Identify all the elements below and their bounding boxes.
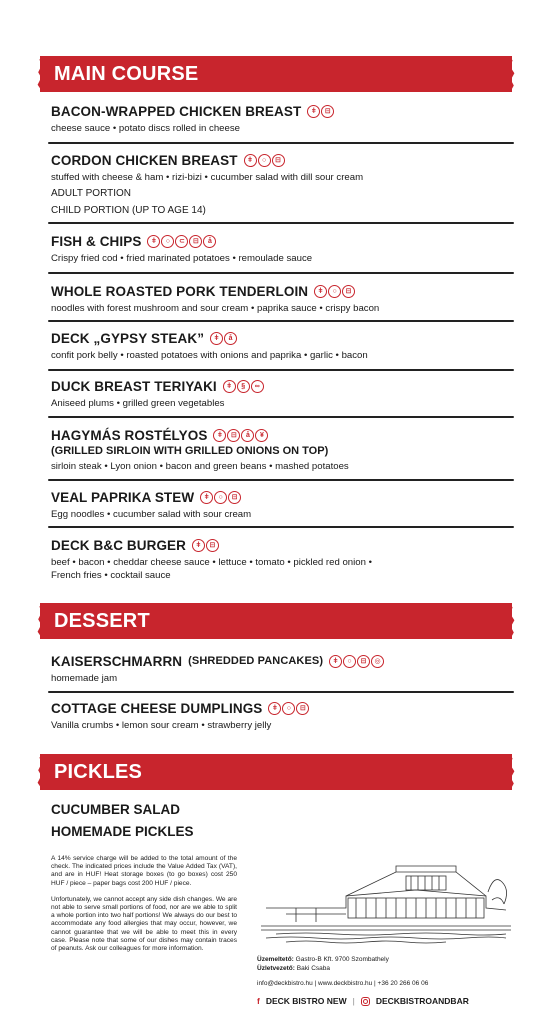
dairy-icon: ⊟	[206, 539, 219, 552]
dairy-icon: ⊟	[296, 702, 309, 715]
grain-icon: ǂ	[210, 332, 223, 345]
bistro-building-illustration	[256, 838, 516, 956]
allergen-icons	[210, 332, 237, 345]
menu-item	[51, 152, 511, 218]
menu-item	[51, 427, 511, 473]
egg-icon: ○	[214, 491, 227, 504]
instagram-link[interactable]: DECKBISTROANDBAR	[375, 996, 469, 1006]
menu-item	[51, 700, 511, 732]
item-description: sirloin steak • Lyon onion • bacon and green beans • mashed potatoes	[51, 461, 349, 472]
adult-portion: ADULT PORTION	[51, 188, 132, 199]
item-description: Aniseed plums • grilled green vegetables	[51, 398, 225, 409]
celery-icon: ¥	[255, 429, 268, 442]
divider	[48, 369, 514, 371]
manager-label: Üzletvezető:	[257, 965, 295, 972]
grain-icon: ǂ	[307, 105, 320, 118]
grain-icon: ǂ	[329, 655, 342, 668]
item-description: confit pork belly • roasted potatoes with onions and paprika • garlic • bacon	[51, 350, 368, 361]
allergen-icons	[268, 702, 309, 715]
item-description: noodles with forest mushroom and sour cream • paprika sauce • crispy bacon	[51, 303, 380, 314]
item-title: WHOLE ROASTED PORK TENDERLOIN	[51, 284, 309, 299]
pickle-item: HOMEMADE PICKLES	[51, 824, 194, 839]
section-title: MAIN COURSE	[54, 62, 199, 85]
dairy-icon: ⊟	[189, 235, 202, 248]
instagram-icon	[361, 997, 370, 1006]
grain-icon: ǂ	[268, 702, 281, 715]
section-title: PICKLES	[54, 760, 143, 783]
notes-paragraph: A 14% service charge will be added to the total amount of the check. The indicated prices include the Value Added Tax (VAT), and are in HUF! Heat storage boxes (to go boxes) cost 250 HUF / piece – paper bags cost 200 HUF / piece.	[51, 855, 237, 887]
menu-item	[51, 103, 511, 135]
dairy-icon: ⊟	[272, 154, 285, 167]
contact-line: info@deckbistro.hu | www.deckbistro.hu | +36 20 266 06 06	[257, 980, 429, 987]
divider	[48, 416, 514, 418]
mustard-icon: å	[241, 429, 254, 442]
menu-item	[51, 233, 511, 265]
operator: Gastro-B Kft. 9700 Szombathely	[295, 956, 389, 963]
grain-icon: ǂ	[314, 285, 327, 298]
item-title: KAISERSCHMARRN	[51, 654, 183, 669]
divider	[48, 479, 514, 481]
allergen-icons	[307, 105, 334, 118]
menu-item	[51, 653, 511, 685]
notes-paragraph: Unfortunately, we cannot accept any side dish changes. We are not able to serve small portions of food, nor are we able to split a whole portion into two half portions! We always do our best to accommodate any food allergies that may occur, however, we cannot guarantee that we will be able to meet this in every case. Please note that some of our dishes may contain traces of peanuts. Ask our colleagues for more information.	[51, 895, 237, 953]
nut-icon: ◎	[371, 655, 384, 668]
dairy-icon: ⊟	[342, 285, 355, 298]
item-title: COTTAGE CHEESE DUMPLINGS	[51, 701, 263, 716]
child-portion: CHILD PORTION (UP TO AGE 14)	[51, 205, 206, 216]
allergen-icons	[223, 380, 264, 393]
section-banner-main	[40, 56, 512, 92]
item-description: homemade jam	[51, 673, 118, 684]
item-description: stuffed with cheese & ham • rizi-bizi • cucumber salad with dill sour cream	[51, 172, 364, 183]
divider	[48, 526, 514, 528]
manager: Baki Csaba	[296, 965, 330, 972]
item-description: Crispy fried cod • fried marinated potatoes • remoulade sauce	[51, 253, 313, 264]
service-notes	[51, 855, 237, 961]
allergen-icons	[244, 154, 285, 167]
dairy-icon: ⊟	[228, 491, 241, 504]
fish-icon: ⊂	[175, 235, 188, 248]
menu-item	[51, 330, 511, 362]
sesame-icon: ∞	[251, 380, 264, 393]
allergen-icons	[192, 539, 219, 552]
item-description: Egg noodles • cucumber salad with sour cream	[51, 509, 252, 520]
operator-label: Üzemeltető:	[257, 956, 294, 963]
item-title: DECK B&C BURGER	[51, 538, 187, 553]
soy-icon: §	[237, 380, 250, 393]
menu-item	[51, 537, 511, 582]
allergen-icons	[213, 429, 268, 442]
item-description: beef • bacon • cheddar cheese sauce • lettuce • tomato • pickled red onion •	[51, 557, 372, 568]
allergen-icons	[314, 285, 355, 298]
facebook-icon: f	[257, 996, 260, 1006]
item-description: Vanilla crumbs • lemon sour cream • strawberry jelly	[51, 720, 272, 731]
menu-item	[51, 378, 511, 410]
separator: |	[352, 996, 355, 1006]
allergen-icons	[329, 655, 384, 668]
dairy-icon: ⊟	[227, 429, 240, 442]
section-banner-pickles	[40, 754, 512, 790]
egg-icon: ○	[343, 655, 356, 668]
grain-icon: ǂ	[213, 429, 226, 442]
item-subtitle: (GRILLED SIRLOIN WITH GRILLED ONIONS ON TOP)	[51, 445, 329, 457]
item-title: VEAL PAPRIKA STEW	[51, 490, 195, 505]
dairy-icon: ⊟	[321, 105, 334, 118]
grain-icon: ǂ	[244, 154, 257, 167]
item-title: FISH & CHIPS	[51, 234, 142, 249]
item-description-cont: French fries • cocktail sauce	[51, 570, 171, 581]
divider	[48, 320, 514, 322]
section-title: DESSERT	[54, 609, 150, 632]
item-title: DUCK BREAST TERIYAKI	[51, 379, 217, 394]
item-title: DECK „GYPSY STEAK”	[51, 331, 205, 346]
item-title-note: (SHREDDED PANCAKES)	[188, 655, 324, 667]
dairy-icon: ⊟	[357, 655, 370, 668]
egg-icon: ○	[161, 235, 174, 248]
egg-icon: ○	[282, 702, 295, 715]
allergen-icons	[200, 491, 241, 504]
divider	[48, 222, 514, 224]
allergen-icons	[147, 235, 216, 248]
section-banner-dessert	[40, 603, 512, 639]
item-description: cheese sauce • potato discs rolled in cheese	[51, 123, 240, 134]
divider	[48, 142, 514, 144]
item-title: HAGYMÁS ROSTÉLYOS	[51, 428, 208, 443]
divider	[48, 272, 514, 274]
egg-icon: ○	[328, 285, 341, 298]
grain-icon: ǂ	[192, 539, 205, 552]
item-title: BACON-WRAPPED CHICKEN BREAST	[51, 104, 302, 119]
item-title: CORDON CHICKEN BREAST	[51, 153, 238, 168]
menu-item	[51, 489, 511, 521]
social-links	[257, 996, 469, 1006]
pickle-item: CUCUMBER SALAD	[51, 802, 180, 817]
grain-icon: ǂ	[200, 491, 213, 504]
divider	[48, 691, 514, 693]
grain-icon: ǂ	[223, 380, 236, 393]
egg-icon: ○	[258, 154, 271, 167]
company-info	[257, 955, 389, 973]
facebook-link[interactable]: DECK BISTRO NEW	[265, 996, 347, 1006]
mustard-icon: å	[224, 332, 237, 345]
grain-icon: ǂ	[147, 235, 160, 248]
menu-item	[51, 283, 511, 315]
mustard-icon: å	[203, 235, 216, 248]
